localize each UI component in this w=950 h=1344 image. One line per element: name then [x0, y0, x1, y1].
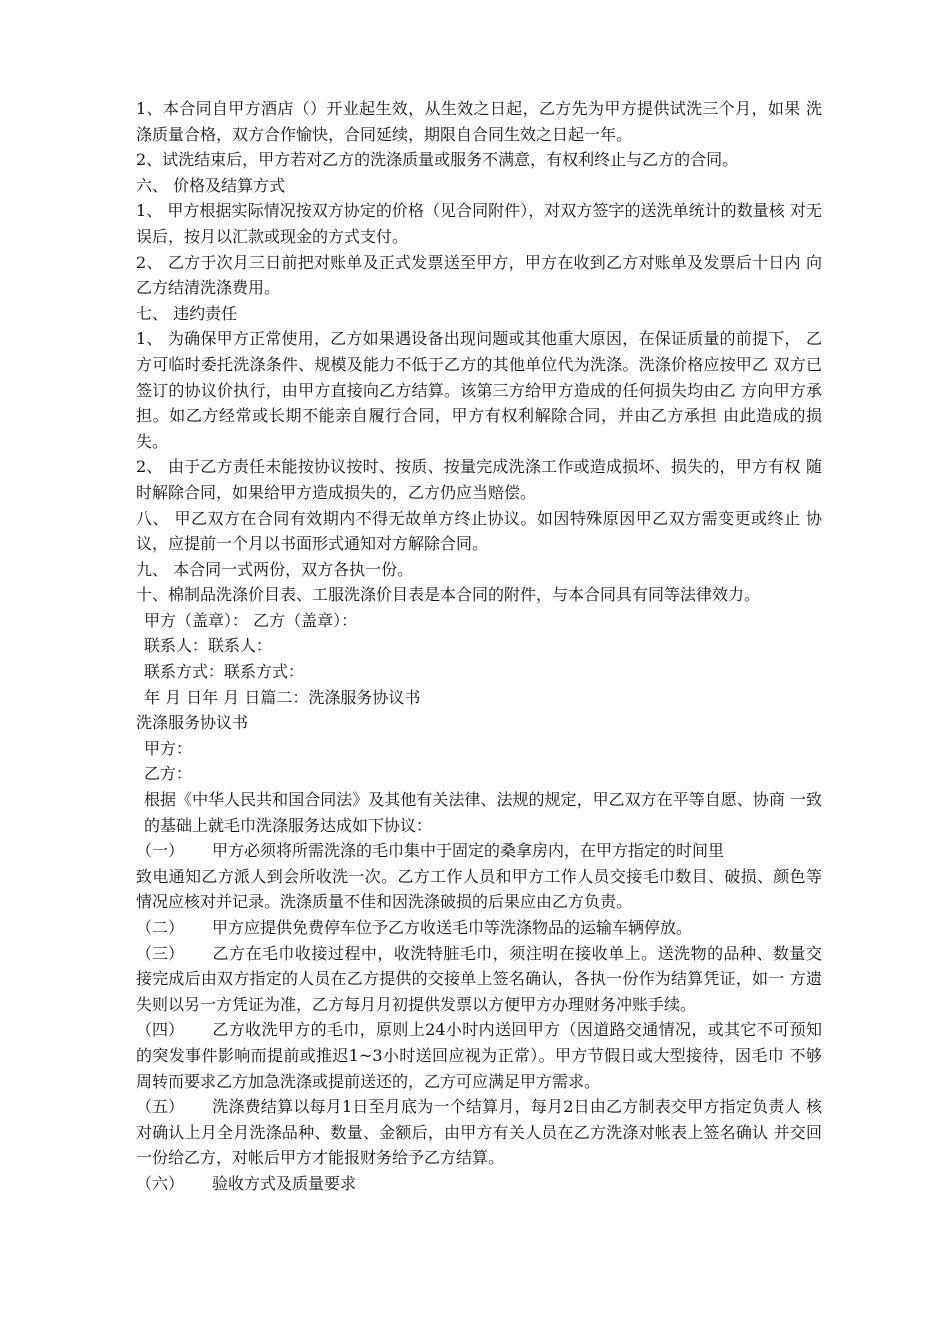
item-text: 甲方应提供免费停车位予乙方收送毛巾等洗涤物品的运输车辆停放。 — [212, 918, 693, 937]
clause-effective-date: 1、本合同自甲方酒店（）开业起生效，从生效之日起，乙方先为甲方提供试洗三个月，如果 洗涤质量合格，双方合作愉快，合同延续，期限自合同生效之日起一年。 — [136, 99, 822, 144]
clause-trial-termination: 2、试洗结束后，甲方若对乙方的洗涤质量或服务不满意，有权利终止与乙方的合同。 — [136, 150, 739, 170]
signature-contact-line: 联系人：联系人： — [144, 636, 273, 656]
item-text: 乙方在毛巾收接过程中，收洗特脏毛巾，须注明在接收单上。送洗物的品种、数量交 接完成后由双方指定的人员在乙方提供的交接单上签名确认，各执一份作为结算凭证，如一 方遗失则以另一方凭证为准，乙方每月月初提供发票以方便甲方办理财务冲账手续。 — [136, 943, 828, 1014]
signature-contact-method-line: 联系方式：联系方式： — [144, 662, 305, 682]
section-heading-price: 六、 价格及结算方式 — [136, 175, 286, 195]
agreement-preamble: 根据《中华人民共和国合同法》及其他有关法律、法规的规定，甲乙双方在平等自愿、协商 一致的基础上就毛巾洗涤服务达成如下协议： — [144, 790, 822, 835]
agreement-item-1 — [136, 838, 822, 864]
party-a-line: 甲方： — [144, 738, 193, 758]
item-text: 乙方收洗甲方的毛巾，原则上24小时内送回甲方（因道路交通情况，或其它不可预知 的突发事件影响而提前或推迟1~3小时送回应视为正常）。甲方节假日或大型接待，因毛巾 不够周转而要求乙方加急洗涤或提前送还的，乙方可应满足甲方需求。 — [136, 1020, 828, 1091]
agreement-title: 洗涤服务协议书 — [136, 713, 249, 733]
clause-price-1: 1、 甲方根据实际情况按双方协定的价格（见合同附件），对双方签字的送洗单统计的数量核 对无误后，按月以汇款或现金的方式支付。 — [136, 201, 822, 246]
clause-price-2: 2、 乙方于次月三日前把对账单及正式发票送至甲方，甲方在收到乙方对账单及发票后十日内 向乙方结清洗涤费用。 — [136, 252, 822, 298]
item-label: （五） — [136, 1097, 185, 1117]
section-heading-liability: 七、 违约责任 — [136, 303, 238, 323]
clause-termination: 八、 甲乙双方在合同有效期内不得无故单方终止协议。如因特殊原因甲乙双方需变更或终止 协议，应提前一个月以书面形式通知对方解除合同。 — [136, 508, 822, 554]
clause-attachments: 十、棉制品洗涤价目表、工服洗涤价目表是本合同的附件，与本合同具有同等法律效力。 — [136, 585, 761, 605]
agreement-item-5 — [136, 1094, 822, 1171]
agreement-item-3 — [136, 941, 828, 1018]
item-label: （一） — [136, 841, 185, 861]
item-label: （三） — [136, 943, 185, 963]
clause-liability-1: 1、 为确保甲方正常使用，乙方如果遇设备出现问题或其他重大原因，在保证质量的前提下， 乙方可临时委托洗涤条件、规模及能力不低于乙方的其他单位代为洗涤。洗涤价格应按甲乙 双方已签订的协议价执行，由甲方直接向乙方结算。该第三方给甲方造成的任何损失均由乙 方向甲方承担。如乙方经常或长期不能亲自履行合同，甲方有权利解除合同，并由乙方承担 由此造成的损失。 — [136, 329, 822, 451]
signature-date-line: 年 月 日年 月 日篇二：洗涤服务协议书 — [144, 687, 421, 707]
clause-copies: 九、 本合同一式两份，双方各执一份。 — [136, 559, 414, 579]
document-page — [136, 96, 828, 1197]
item-label: （二） — [136, 918, 185, 937]
agreement-item-1-continuation: 致电通知乙方派人到会所收洗一次。乙方工作人员和甲方工作人员交接毛巾数目、破损、颜色等情况应核对并记录。洗涤质量不佳和因洗涤破损的后果应由乙方负责。 — [136, 866, 822, 912]
item-text: 验收方式及质量要求 — [212, 1173, 357, 1193]
agreement-item-6 — [136, 1171, 822, 1197]
party-b-line: 乙方： — [144, 764, 193, 784]
item-text: 甲方必须将所需洗涤的毛巾集中于固定的桑拿房内，在甲方指定的时间里 — [212, 841, 725, 861]
agreement-item-2 — [136, 915, 822, 941]
item-label: （四） — [136, 1020, 185, 1040]
signature-seal-line: 甲方（盖章）： 乙方（盖章）： — [144, 610, 358, 630]
item-label: （六） — [136, 1173, 185, 1193]
item-text: 洗涤费结算以每月1日至月底为一个结算月，每月2日由乙方制表交甲方指定负责人 核对确认上月全月洗涤品种、数量、金额后，由甲方有关人员在乙方洗涤对帐表上签名确认 并交回一份给乙方，对帐后甲方才能报财务给予乙方结算。 — [136, 1097, 822, 1168]
clause-liability-2: 2、 由于乙方责任未能按协议按时、按质、按量完成洗涤工作或造成损坏、损失的，甲方有权 随时解除合同，如果给甲方造成损失的，乙方仍应当赔偿。 — [136, 457, 822, 502]
agreement-item-4 — [136, 1017, 828, 1094]
